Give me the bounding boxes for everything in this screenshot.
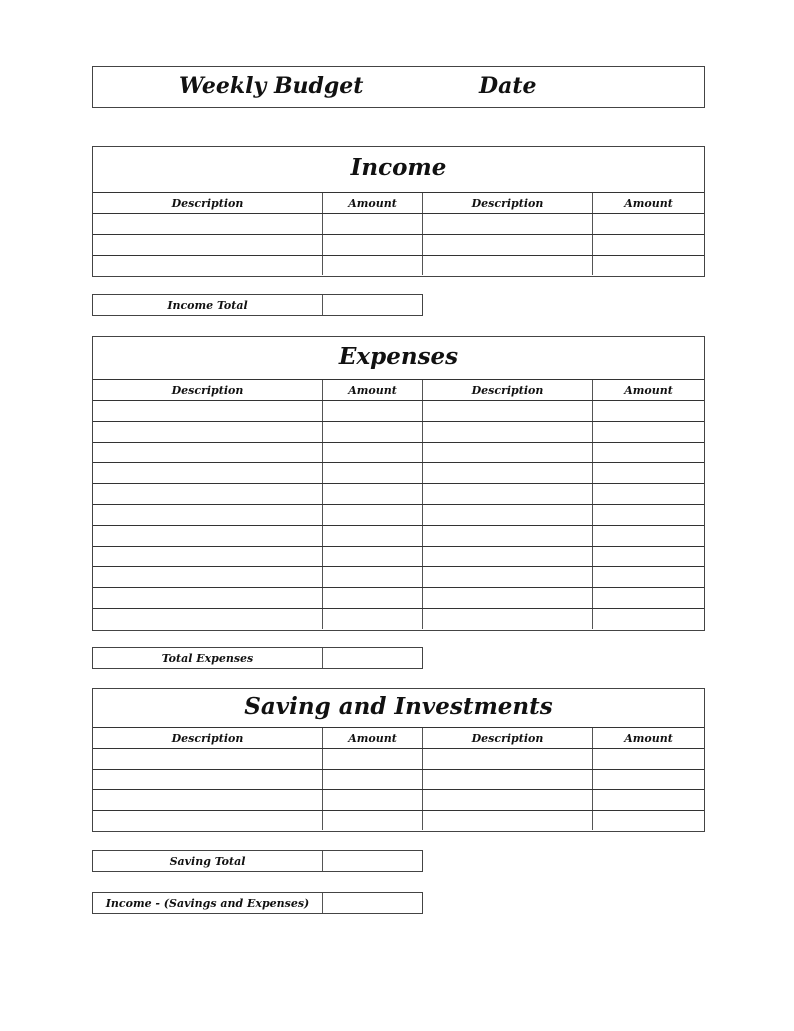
savings-table <box>92 688 705 832</box>
column-header-description: Description <box>423 380 593 400</box>
amount-field[interactable] <box>593 588 704 608</box>
amount-field[interactable] <box>323 790 423 810</box>
column-header-description: Description <box>93 380 323 400</box>
table-row <box>93 810 704 831</box>
net-total-box <box>92 892 423 914</box>
income-total-box <box>92 294 423 316</box>
description-field[interactable] <box>423 443 593 463</box>
table-row <box>93 213 704 234</box>
amount-field[interactable] <box>593 401 704 421</box>
amount-field[interactable] <box>323 547 423 567</box>
table-row <box>93 546 704 567</box>
savings-total-label: Saving Total <box>93 851 323 871</box>
amount-field[interactable] <box>323 256 423 276</box>
description-field[interactable] <box>93 505 323 525</box>
amount-field[interactable] <box>593 484 704 504</box>
amount-field[interactable] <box>323 235 423 255</box>
description-field[interactable] <box>93 235 323 255</box>
amount-field[interactable] <box>593 811 704 831</box>
description-field[interactable] <box>423 547 593 567</box>
table-row <box>93 462 704 483</box>
description-field[interactable] <box>423 588 593 608</box>
expenses-table <box>92 336 705 631</box>
savings-header-row <box>93 727 704 748</box>
amount-field[interactable] <box>323 463 423 483</box>
description-field[interactable] <box>93 484 323 504</box>
table-row <box>93 483 704 504</box>
expenses-header-row <box>93 379 704 400</box>
description-field[interactable] <box>93 567 323 587</box>
amount-field[interactable] <box>323 443 423 463</box>
description-field[interactable] <box>93 526 323 546</box>
amount-field[interactable] <box>323 526 423 546</box>
description-field[interactable] <box>423 235 593 255</box>
income-total-value-field[interactable] <box>323 295 422 315</box>
table-row <box>93 525 704 546</box>
description-field[interactable] <box>423 567 593 587</box>
table-row <box>93 566 704 587</box>
description-field[interactable] <box>423 505 593 525</box>
net-total-value-field[interactable] <box>323 893 422 913</box>
amount-field[interactable] <box>323 567 423 587</box>
income-header-row <box>93 192 704 213</box>
column-header-description: Description <box>423 728 593 748</box>
column-header-amount: Amount <box>624 383 673 397</box>
description-field[interactable] <box>93 256 323 276</box>
description-field[interactable] <box>423 526 593 546</box>
description-field[interactable] <box>423 484 593 504</box>
table-row <box>93 789 704 810</box>
description-field[interactable] <box>423 811 593 831</box>
description-field[interactable] <box>93 609 323 629</box>
savings-title: Saving and Investments <box>244 692 553 720</box>
amount-field[interactable] <box>593 770 704 790</box>
column-header-amount: Amount <box>624 196 673 210</box>
header-box <box>92 66 705 108</box>
amount-field[interactable] <box>593 505 704 525</box>
description-field[interactable] <box>93 770 323 790</box>
amount-field[interactable] <box>323 422 423 442</box>
savings-total-value-field[interactable] <box>323 851 422 871</box>
description-field[interactable] <box>423 214 593 234</box>
expenses-total-value-field[interactable] <box>323 648 422 668</box>
column-header-amount: Amount <box>323 193 423 213</box>
table-row <box>93 769 704 790</box>
description-field[interactable] <box>93 463 323 483</box>
description-field[interactable] <box>93 588 323 608</box>
table-row <box>93 421 704 442</box>
description-field[interactable] <box>93 401 323 421</box>
description-field[interactable] <box>93 790 323 810</box>
amount-field[interactable] <box>593 422 704 442</box>
amount-field[interactable] <box>593 463 704 483</box>
column-header-description: Description <box>93 728 323 748</box>
amount-field[interactable] <box>593 749 704 769</box>
description-field[interactable] <box>423 609 593 629</box>
column-header-amount: Amount <box>624 731 673 745</box>
table-row <box>93 504 704 525</box>
table-row <box>93 587 704 608</box>
description-field[interactable] <box>423 749 593 769</box>
column-header-description: Description <box>93 193 323 213</box>
description-field[interactable] <box>93 547 323 567</box>
description-field[interactable] <box>423 770 593 790</box>
description-field[interactable] <box>93 422 323 442</box>
income-title: Income <box>350 154 447 181</box>
table-row <box>93 234 704 255</box>
income-table <box>92 146 705 277</box>
table-row <box>93 442 704 463</box>
column-header-amount: Amount <box>323 380 423 400</box>
amount-field[interactable] <box>593 214 704 234</box>
table-row <box>93 748 704 769</box>
date-label: Date <box>479 73 537 99</box>
amount-field[interactable] <box>323 588 423 608</box>
expenses-total-label: Total Expenses <box>93 648 323 668</box>
amount-field[interactable] <box>593 547 704 567</box>
amount-field[interactable] <box>593 609 704 629</box>
description-field[interactable] <box>423 463 593 483</box>
expenses-title: Expenses <box>338 342 459 370</box>
column-header-description: Description <box>423 193 593 213</box>
description-field[interactable] <box>423 401 593 421</box>
page-title: Weekly Budget <box>179 73 364 99</box>
amount-field[interactable] <box>323 484 423 504</box>
description-field[interactable] <box>423 256 593 276</box>
column-header-amount: Amount <box>323 728 423 748</box>
table-row <box>93 608 704 629</box>
savings-total-box <box>92 850 423 872</box>
table-row <box>93 255 704 276</box>
amount-field[interactable] <box>593 256 704 276</box>
expenses-total-box <box>92 647 423 669</box>
description-field[interactable] <box>423 790 593 810</box>
amount-field[interactable] <box>593 526 704 546</box>
amount-field[interactable] <box>593 790 704 810</box>
amount-field[interactable] <box>323 770 423 790</box>
income-total-label: Income Total <box>93 295 323 315</box>
description-field[interactable] <box>93 214 323 234</box>
amount-field[interactable] <box>323 505 423 525</box>
amount-field[interactable] <box>323 609 423 629</box>
amount-field[interactable] <box>593 235 704 255</box>
description-field[interactable] <box>93 811 323 831</box>
amount-field[interactable] <box>593 443 704 463</box>
amount-field[interactable] <box>593 567 704 587</box>
amount-field[interactable] <box>323 401 423 421</box>
table-row <box>93 400 704 421</box>
amount-field[interactable] <box>323 749 423 769</box>
description-field[interactable] <box>93 443 323 463</box>
description-field[interactable] <box>93 749 323 769</box>
amount-field[interactable] <box>323 811 423 831</box>
net-total-label: Income - (Savings and Expenses) <box>93 893 323 913</box>
amount-field[interactable] <box>323 214 423 234</box>
description-field[interactable] <box>423 422 593 442</box>
